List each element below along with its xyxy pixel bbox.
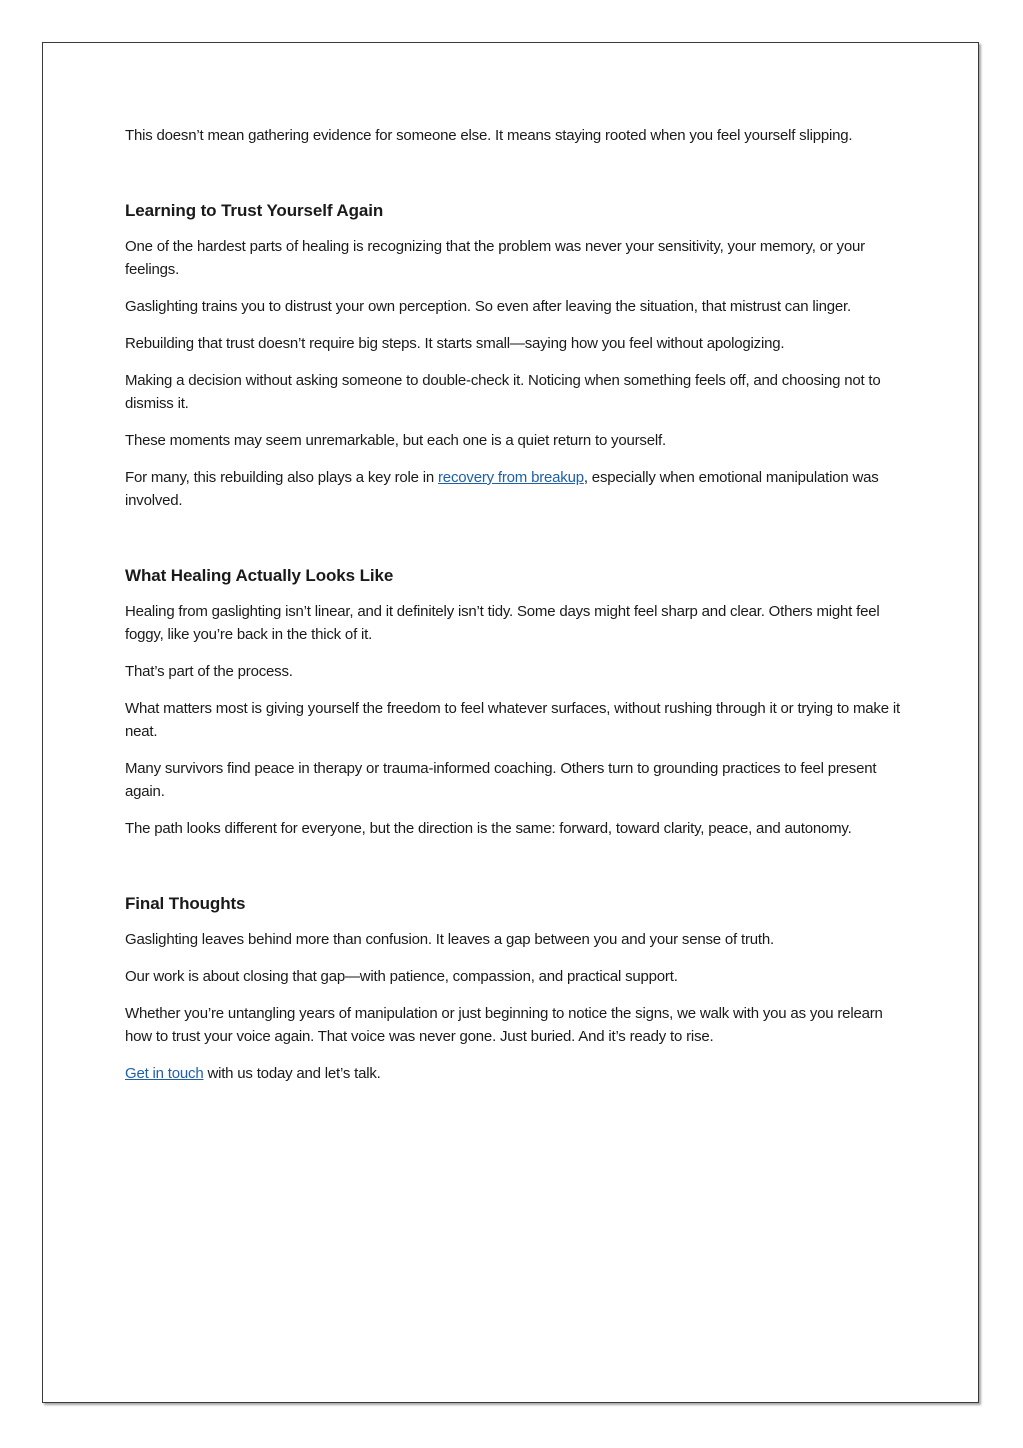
paragraph-with-link xyxy=(125,466,905,512)
paragraph: That’s part of the process. xyxy=(125,663,293,680)
paragraph: Whether you’re untangling years of manipulation or just beginning to notice the signs, we walk with you as you relearn how to trust your voice again. That voice was never gone. Just buried. And it’s ready to rise. xyxy=(125,1005,883,1045)
paragraph: Gaslighting leaves behind more than confusion. It leaves a gap between you and your sense of truth. xyxy=(125,931,774,948)
get-in-touch-link[interactable]: Get in touch xyxy=(125,1065,204,1082)
recovery-from-breakup-link[interactable]: recovery from breakup xyxy=(438,469,584,486)
paragraph: Healing from gaslighting isn’t linear, and it definitely isn’t tidy. Some days might feel sharp and clear. Others might feel foggy, like you’re back in the thick of it. xyxy=(125,603,880,643)
paragraph: These moments may seem unremarkable, but each one is a quiet return to yourself. xyxy=(125,432,666,449)
paragraph: Rebuilding that trust doesn’t require big steps. It starts small—saying how you feel without apologizing. xyxy=(125,335,785,352)
paragraph: The path looks different for everyone, but the direction is the same: forward, toward clarity, peace, and autonomy. xyxy=(125,820,852,837)
section-heading-final-thoughts: Final Thoughts xyxy=(125,894,246,913)
paragraph: What matters most is giving yourself the freedom to feel whatever surfaces, without rushing through it or trying to make it neat. xyxy=(125,700,900,740)
paragraph: Many survivors find peace in therapy or trauma-informed coaching. Others turn to grounding practices to feel present again. xyxy=(125,760,877,800)
section-heading-trust: Learning to Trust Yourself Again xyxy=(125,201,384,220)
intro-paragraph: This doesn’t mean gathering evidence for someone else. It means staying rooted when you feel yourself slipping. xyxy=(125,127,853,144)
paragraph: One of the hardest parts of healing is recognizing that the problem was never your sensitivity, your memory, or your feelings. xyxy=(125,238,865,278)
text-segment: with us today and let’s talk. xyxy=(203,1065,381,1082)
document-page xyxy=(42,42,979,1403)
paragraph: Making a decision without asking someone to double-check it. Noticing when something feels off, and choosing not to dismiss it. xyxy=(125,372,881,412)
text-segment: For many, this rebuilding also plays a key role in xyxy=(125,469,439,486)
paragraph: Gaslighting trains you to distrust your own perception. So even after leaving the situation, that mistrust can linger. xyxy=(125,298,851,315)
paragraph: Our work is about closing that gap—with patience, compassion, and practical support. xyxy=(125,968,678,985)
paragraph-with-link xyxy=(125,1062,905,1085)
page-content xyxy=(125,124,905,1099)
text-segment: , especially when emotional manipulation was involved. xyxy=(125,469,879,509)
section-heading-healing: What Healing Actually Looks Like xyxy=(125,566,394,585)
